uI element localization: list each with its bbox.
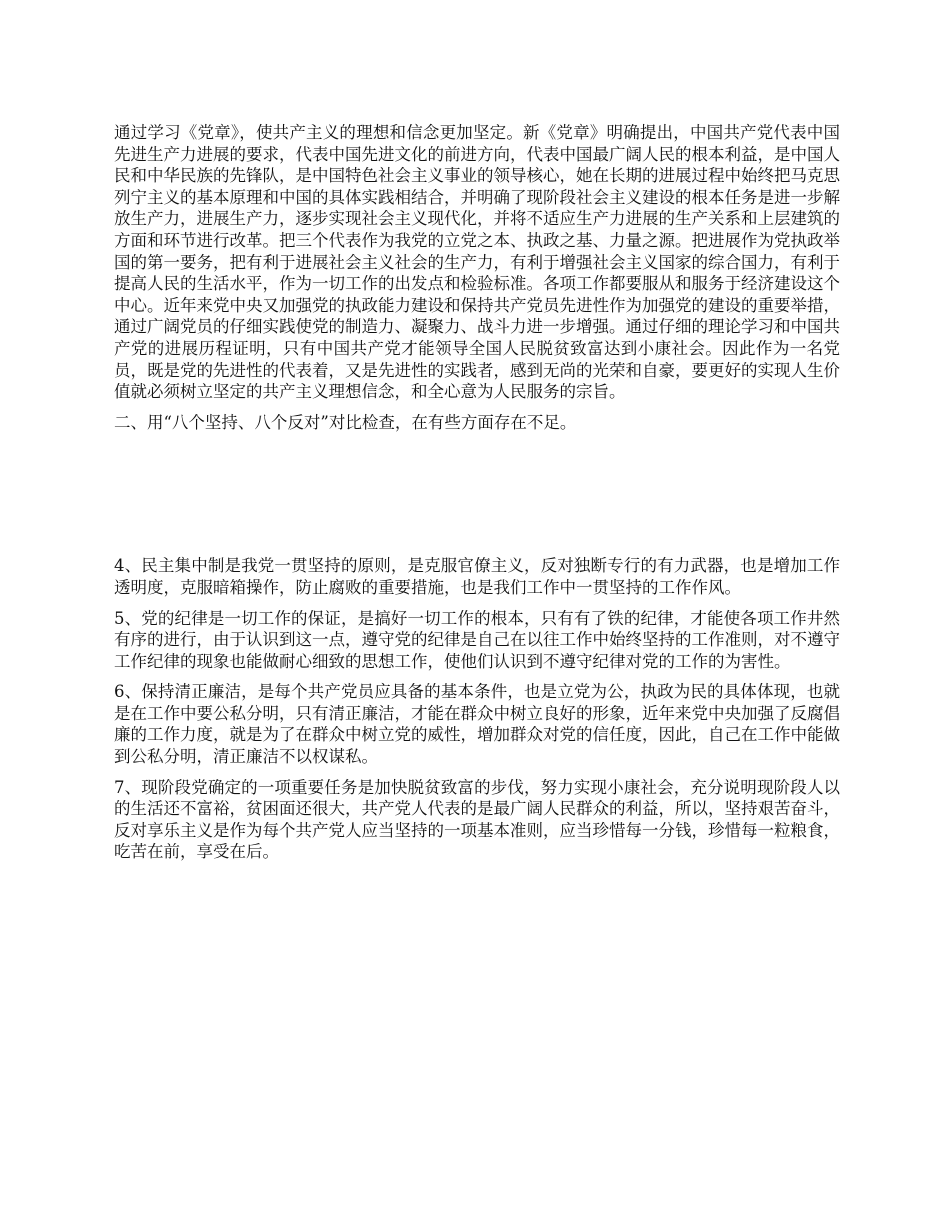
list-item-7: 7、现阶段党确定的一项重要任务是加快脱贫致富的步伐，努力实现小康社会，充分说明现阶段人以的生活还不富裕，贫困面还很大，共产党人代表的是最广阔人民群众的利益，所以，坚持艰苦奋斗，反对享乐主义是作为每个共产党人应当坚持的一项基本准则，应当珍惜每一分钱，珍惜每一粒粮食，吃苦在前，享受在后。 [114,777,840,862]
list-item-4: 4、民主集中制是我党一贯坚持的原则，是克服官僚主义，反对独断专行的有力武器，也是增加工作透明度，克服暗箱操作，防止腐败的重要措施，也是我们工作中一贯坚持的工作作风。 [114,556,840,597]
section-heading: 二、用“八个坚持、八个反对”对比检查，在有些方面存在不足。 [114,412,577,432]
intro-paragraph: 通过学习《党章》，使共产主义的理想和信念更加坚定。新《党章》明确提出，中国共产党代表中国先进生产力进展的要求，代表中国先进文化的前进方向，代表中国最广阔人民的根本利益，是中国人民和中华民族的先锋队，是中国特色社会主义事业的领导核心，她在长期的进展过程中始终把马克思列宁主义的基本原理和中国的具体实践相结合，并明确了现阶段社会主义建设的根本任务是进一步解放生产力，进展生产力，逐步实现社会主义现代化，并将不适应生产力进展的生产关系和上层建筑的方面和环节进行改革。把三个代表作为我党的立党之本、执政之基、力量之源。把进展作为党执政举国的第一要务，把有利于进展社会主义社会的生产力，有利于增强社会主义国家的综合国力，有利于提高人民的生活水平，作为一切工作的出发点和检验标准。各项工作都要服从和服务于经济建设这个中心。近年来党中央又加强党的执政能力建设和保持共产党员先进性作为加强党的建设的重要举措，通过广阔党员的仔细实践使党的制造力、凝聚力、战斗力进一步增强。通过仔细的理论学习和中国共产党的进展历程证明，只有中国共产党才能领导全国人民脱贫致富达到小康社会。因此作为一名党员，既是党的先进性的代表着，又是先进性的实践者，感到无尚的光荣和自豪，要更好的实现人生价值就必须树立坚定的共产主义理想信念，和全心意为人民服务的宗旨。 [114,123,840,402]
list-item-5: 5、党的纪律是一切工作的保证，是搞好一切工作的根本，只有有了铁的纪律，才能使各项工作井然有序的进行，由于认识到这一点，遵守党的纪律是自己在以往工作中始终坚持的工作准则，对不遵守工作纪律的现象也能做耐心细致的思想工作，使他们认识到不遵守纪律对党的工作的为害性。 [114,608,840,671]
blank-space [114,433,840,555]
list-item-6: 6、保持清正廉洁，是每个共产党员应具备的基本条件，也是立党为公，执政为民的具体体现，也就是在工作中要公私分明，只有清正廉洁，才能在群众中树立良好的形象，近年来党中央加强了反腐倡廉的工作力度，就是为了在群众中树立党的威性，增加群众对党的信任度，因此，自己在工作中能做到公私分明，清正廉洁不以权谋私。 [114,682,840,767]
document-page [114,122,840,872]
